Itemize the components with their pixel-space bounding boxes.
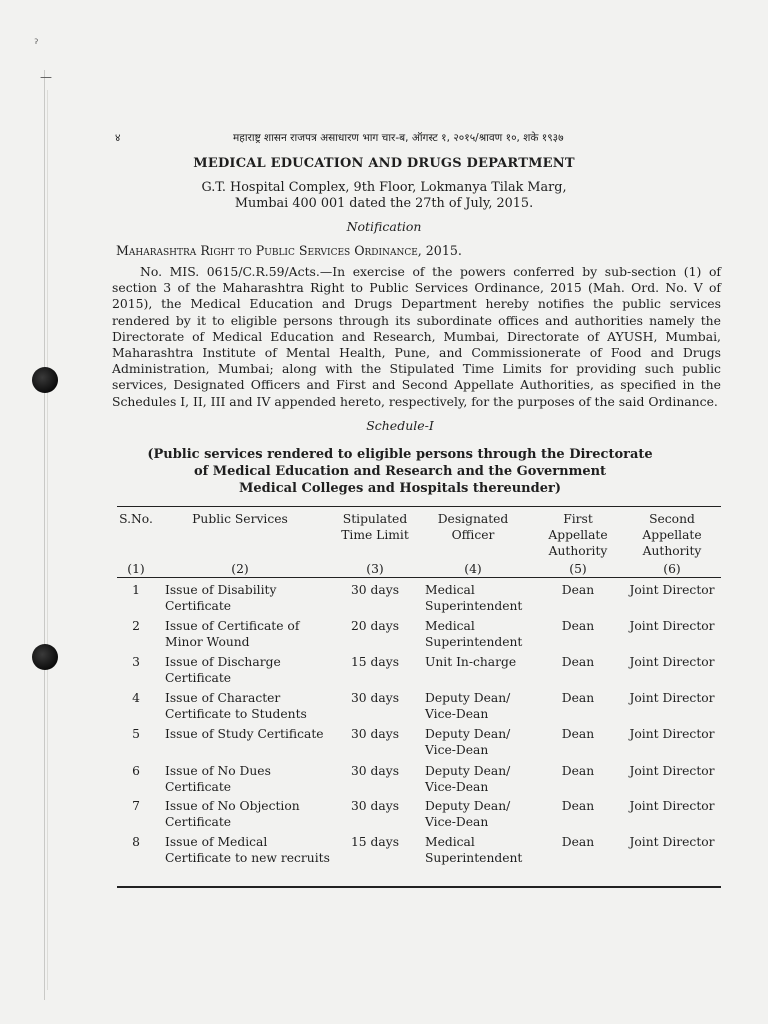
- punch-hole-bottom: [32, 644, 58, 670]
- column-header: Public Services: [192, 512, 288, 526]
- cell-officer: Unit In-charge: [425, 655, 517, 669]
- cell-sno: 2: [132, 619, 140, 633]
- cell-service: Issue of Disability Certificate: [165, 583, 277, 613]
- cell-officer: Medical Superintendent: [425, 619, 523, 649]
- column-number: (3): [366, 562, 384, 576]
- cell-sno: 8: [132, 835, 140, 849]
- cell-time-limit: 30 days: [350, 799, 400, 813]
- scan-mark: ˀ: [34, 37, 39, 51]
- column-header: S.No.: [119, 512, 153, 526]
- cell-officer: Deputy Dean/ Vice-Dean: [425, 727, 511, 757]
- notification-label: Notification: [346, 219, 422, 234]
- cell-officer: Medical Superintendent: [425, 583, 523, 613]
- punch-hole-top: [32, 367, 58, 393]
- department-title: MEDICAL EDUCATION AND DRUGS DEPARTMENT: [193, 156, 575, 171]
- scan-mark: —: [40, 70, 52, 84]
- body-paragraph: No. MIS. 0615/C.R.59/Acts.—In exercise of the powers conferred by sub-section (1) of section 3 of the Maharashtra Right to Public Services Ordinance, 2015 (Mah. Ord. No. V of 2015), the Medical Education and Drugs Department hereby notifies the public services rendered by it to eligible persons through its subordinate offices and authorities namely the Directorate of Medical Education and Research, Mumbai, Directorate of AYUSH, Mumbai, Maharashtra Institute of Mental Health, Pune, and Commissionerate of Food and Drugs Administration, Mumbai; along with the Stipulated Time Limits for providing such public services, Designated Officers and First and Second Appellate Authorities, as specified in the Schedules I, II, III and IV appended hereto, respectively, for the purposes of the said Ordinance.: [112, 264, 721, 409]
- cell-service: Issue of Character Certificate to Students: [165, 691, 307, 721]
- column-number: (1): [127, 562, 145, 576]
- address-line-1: G.T. Hospital Complex, 9th Floor, Lokmanya Tilak Marg,: [201, 180, 567, 195]
- column-header: First Appellate Authority: [548, 512, 608, 558]
- cell-second-appellate: Joint Director: [629, 655, 715, 669]
- cell-first-appellate: Dean: [561, 655, 595, 669]
- column-number: (2): [231, 562, 249, 576]
- cell-service: Issue of Discharge Certificate: [165, 655, 281, 685]
- schedule-title-line: Medical Colleges and Hospitals thereunder): [239, 481, 561, 496]
- column-number: (5): [569, 562, 587, 576]
- cell-officer: Deputy Dean/ Vice-Dean: [425, 799, 511, 829]
- address-line-2: Mumbai 400 001 dated the 27th of July, 2015.: [234, 196, 534, 211]
- cell-service: Issue of Study Certificate: [165, 727, 324, 741]
- cell-sno: 6: [132, 764, 140, 778]
- cell-officer: Deputy Dean/ Vice-Dean: [425, 691, 511, 721]
- cell-second-appellate: Joint Director: [629, 799, 715, 813]
- cell-sno: 4: [132, 691, 140, 705]
- cell-time-limit: 15 days: [350, 835, 400, 849]
- cell-service: Issue of Medical Certificate to new recruits: [165, 835, 330, 865]
- table-top-rule: [117, 506, 721, 507]
- cell-first-appellate: Dean: [561, 691, 595, 705]
- cell-time-limit: 20 days: [350, 619, 400, 633]
- column-header: Second Appellate Authority: [642, 512, 702, 558]
- cell-second-appellate: Joint Director: [629, 619, 715, 633]
- column-number: (6): [663, 562, 681, 576]
- cell-sno: 5: [132, 727, 140, 741]
- cell-service: Issue of Certificate of Minor Wound: [165, 619, 300, 649]
- cell-time-limit: 30 days: [350, 764, 400, 778]
- cell-sno: 3: [132, 655, 140, 669]
- cell-second-appellate: Joint Director: [629, 727, 715, 741]
- cell-officer: Medical Superintendent: [425, 835, 523, 865]
- cell-second-appellate: Joint Director: [629, 835, 715, 849]
- column-header: Stipulated Time Limit: [341, 512, 409, 542]
- schedule-title-line: (Public services rendered to eligible persons through the Directorate: [147, 447, 653, 462]
- page-number: ४: [115, 132, 121, 144]
- column-number: (4): [464, 562, 482, 576]
- cell-officer: Deputy Dean/ Vice-Dean: [425, 764, 511, 794]
- cell-time-limit: 30 days: [350, 727, 400, 741]
- table-header-rule: [117, 577, 721, 578]
- cell-second-appellate: Joint Director: [629, 764, 715, 778]
- cell-first-appellate: Dean: [561, 764, 595, 778]
- cell-first-appellate: Dean: [561, 799, 595, 813]
- cell-second-appellate: Joint Director: [629, 583, 715, 597]
- cell-second-appellate: Joint Director: [629, 691, 715, 705]
- column-header: Designated Officer: [437, 512, 509, 542]
- cell-service: Issue of No Dues Certificate: [165, 764, 271, 794]
- cell-first-appellate: Dean: [561, 727, 595, 741]
- cell-time-limit: 15 days: [350, 655, 400, 669]
- schedule-label: Schedule-I: [366, 418, 434, 433]
- cell-time-limit: 30 days: [350, 691, 400, 705]
- schedule-title: [120, 446, 680, 497]
- cell-service: Issue of No Objection Certificate: [165, 799, 300, 829]
- schedule-title-line: of Medical Education and Research and the Government: [193, 464, 607, 479]
- gazette-header-text: महाराष्ट्र शासन राजपत्र असाधारण भाग चार-ब, ऑगस्ट १, २०१५/श्रावण १०, शके १९३७: [233, 132, 564, 144]
- ordinance-title: Maharashtra Right to Public Services Ordinance, 2015.: [116, 243, 462, 258]
- cell-first-appellate: Dean: [561, 619, 595, 633]
- cell-first-appellate: Dean: [561, 835, 595, 849]
- table-bottom-rule: [117, 886, 721, 888]
- cell-first-appellate: Dean: [561, 583, 595, 597]
- cell-time-limit: 30 days: [350, 583, 400, 597]
- cell-sno: 1: [132, 583, 140, 597]
- cell-sno: 7: [132, 799, 140, 813]
